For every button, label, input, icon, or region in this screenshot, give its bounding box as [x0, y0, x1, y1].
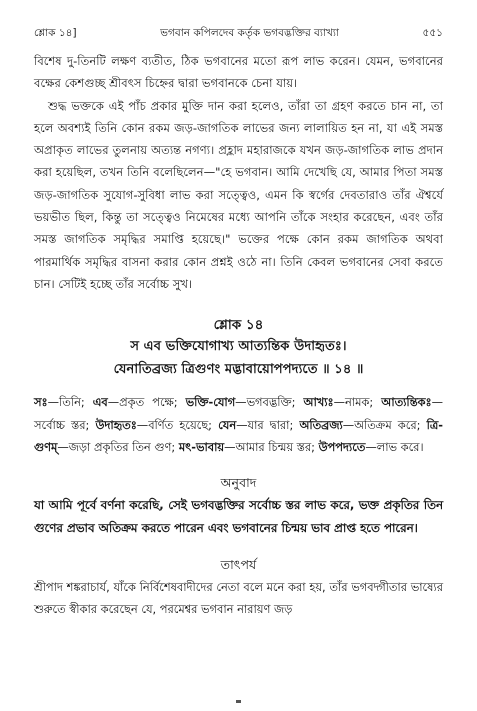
intro-paragraph-1: বিশেষ দু-তিনটি লক্ষণ ব্যতীত, ঠিক ভগবানের মতো রূপ লাভ করেন। যেমন, ভগবানের বক্ষের কেশগুচ্ছ শ্রীবৎস চিহ্নের দ্বারা ভগবানকে চেনা যায়। — [34, 54, 443, 91]
running-title: ভগবান কপিলদেব কর্তৃক ভগবদ্ভক্তির ব্যাখ্যা — [160, 27, 339, 39]
synonym-item: ত্রি-গুণম্—জড়া প্রকৃতির তিন গুণ; — [34, 417, 443, 454]
synonym-item: যেন—যার দ্বারা; — [218, 417, 300, 432]
synonym-item: আখ্যঃ—নামক; — [303, 395, 382, 410]
purport-title: তাৎপর্য — [220, 557, 257, 573]
running-header — [34, 26, 443, 40]
chapter-verse-ref: শ্লোক ১৪] — [34, 27, 77, 39]
translation-title: অনুবাদ — [220, 475, 257, 491]
print-mark — [236, 700, 241, 703]
synonym-item: ভক্তি-যোগ—ভগবদ্ভক্তি; — [185, 395, 304, 410]
synonym-item: আত্যন্তিকঃ—সর্বোচ্চ স্তর; — [34, 395, 443, 432]
page-number: ৫৫১ — [422, 27, 443, 39]
synonym-item: মৎ-ভাবায়—আমার চিন্ময় স্তর; — [178, 439, 319, 454]
verse-line-1: স এব ভক্তিযোগাখ্য আত্যন্তিক উদাহৃতঃ। — [130, 339, 347, 355]
word-for-word-synonyms — [34, 391, 443, 458]
synonym-item: উদাহৃতঃ—বর্ণিত হয়েছে; — [95, 417, 219, 432]
intro-paragraph-2: শুদ্ধ ভক্তকে এই পাঁচ প্রকার মুক্তি দান করা হলেও, তাঁরা তা গ্রহণ করতে চান না, তা হলে অবশ্যই তিনি কোন রকম জড়-জাগতিক লাভের জন্য লালায়িত হন না, যা এই সমস্ত অপ্রাকৃত লাভের তুলনায় অত্যন্ত নগণ্য। প্রহ্লাদ মহারাজকে যখন জড়-জাগতিক লাভ প্রদান করা হয়েছিল, তখন তিনি বলেছিলেন—"হে ভগবান। আমি দেখেছি যে, আমার পিতা সমস্ত জড়-জাগতিক সুযোগ-সুবিধা লাভ করা সত্ত্বেও, এমন কি স্বর্গের দেবতারাও তাঁর ঐশ্বর্যে ভয়ভীত ছিল, কিন্তু তা সত্ত্বেও নিমেষের মধ্যে আপনি তাঁকে সংহার করেছেন, এবং তাঁর সমস্ত জাগতিক সমৃদ্ধির সমাপ্তি হয়েছে।" ভক্তের পক্ষে কোন রকম জাগতিক অথবা পারমার্থিক সমৃদ্ধির বাসনা করার কোন প্রশ্নই ওঠে না। তিনি কেবল ভগবানের সেবা করতে চান। সেটিই হচ্ছে তাঁর সর্বোচ্চ সুখ। — [34, 98, 443, 291]
verse-line-2: যেনাতিব্রজ্য ত্রিগুণং মদ্ভাবায়োপপদ্যতে ॥ ১৪ ॥ — [113, 362, 364, 378]
synonym-item: উপপদ্যতে—লাভ করে। — [318, 439, 424, 454]
translation-text: যা আমি পূর্বে বর্ণনা করেছি, সেই ভগবদ্ভক্তির সর্বোচ্চ স্তর লাভ করে, ভক্ত প্রকৃতির তিন গুণের প্রভাব অতিক্রম করতে পারেন এবং ভগবানের চিন্ময় ভাব প্রাপ্ত হতে পারেন। — [34, 498, 443, 536]
synonym-item: সঃ—তিনি; — [34, 395, 93, 410]
synonym-item: এব—প্রকৃত পক্ষে; — [92, 395, 186, 410]
verse-heading: শ্লোক ১৪ — [213, 317, 264, 334]
synonym-item: অতিব্রজ্য—অতিক্রম করে; — [299, 417, 427, 432]
purport-text: শ্রীপাদ শঙ্করাচার্য, যাঁকে নির্বিশেষবাদীদের নেতা বলে মনে করা হয়, তাঁর ভগবদ্গীতার ভাষ্যের শুরুতে স্বীকার করেছেন যে, পরমেশ্বর ভগবান নারায়ণ জড় — [34, 580, 443, 617]
